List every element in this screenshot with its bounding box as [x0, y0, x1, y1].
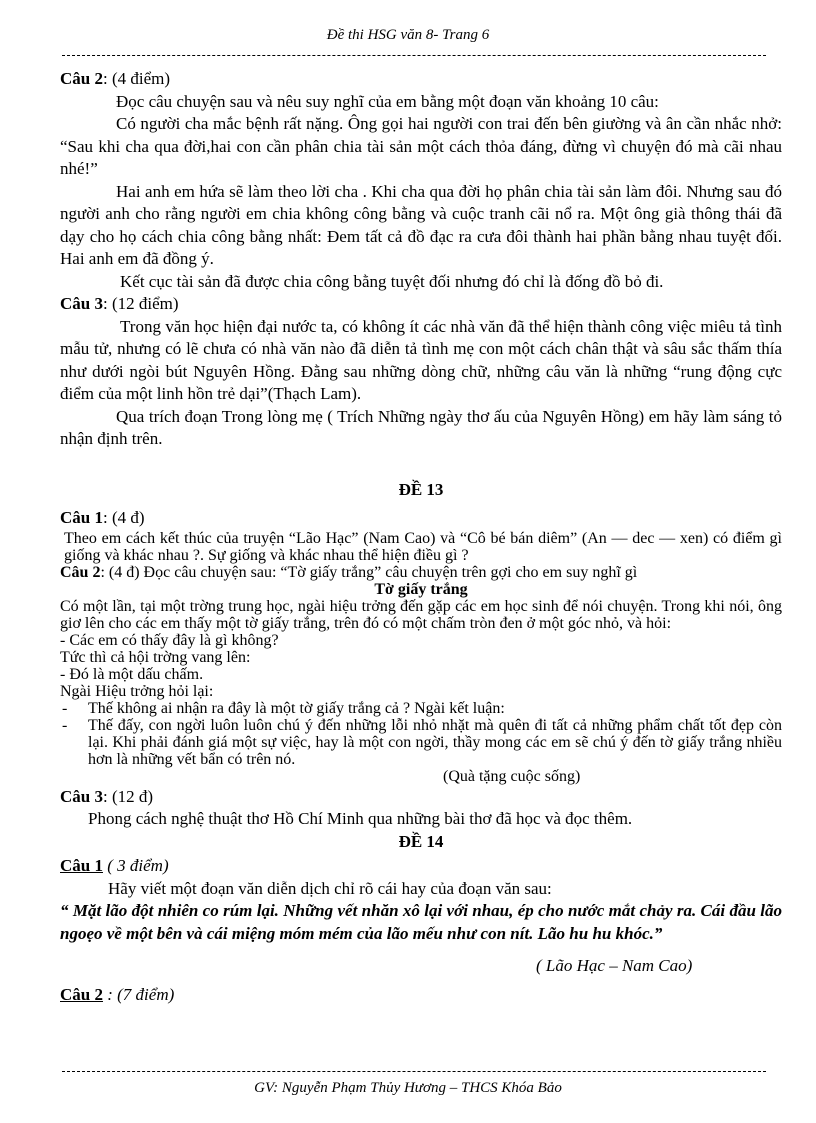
dash-marker: - — [62, 699, 68, 717]
dash-item-text: Thế đấy, con ngời luôn luôn chú ý đến những lỗi nhỏ nhặt mà quên đi tất cả những phẩm chất tốt đẹp còn lại. Khi phải đánh giá một sự việc, hay là một con ngời, thầy mong các em sẽ chú ý đến tờ giấy trắng nhiều hơn là những vết bẩn có trên nó. — [88, 716, 782, 768]
de13-cau2-label: Câu 2 — [60, 563, 101, 581]
de13-cau2-heading — [60, 564, 782, 581]
de14-title: ĐỀ 14 — [398, 831, 444, 851]
de12-cau3-paragraph: Trong văn học hiện đại nước ta, có không ít các nhà văn đã thể hiện thành công việc miêu tả tình mẫu tử, nhưng có lẽ chưa có nhà văn nào đã diễn tả tình mẹ con một cách chân thật và sâu sắc thấm thía như dưới ngòi bút Nguyên Hồng. Đằng sau những dòng chữ, những câu văn là những “rung động cực điểm của một linh hồn trẻ dại”(Thạch Lam). — [60, 316, 782, 403]
dash-marker: - — [62, 716, 68, 734]
de12-cau2 — [60, 68, 782, 293]
story-dash-item — [60, 700, 782, 717]
de13-cau3-heading — [60, 786, 782, 809]
de12-cau2-paragraph: Hai anh em hứa sẽ làm theo lời cha . Khi cha qua đời họ phân chia tài sản làm đôi. Nhưng sau đó người anh cho rằng người em chia không công bằng và cuộc tranh cãi nổ ra. Một ông già thông thái đã dạy cho họ cách chia công bằng nhất: Đem tất cả đồ đạc ra cưa đôi thành hai phần bằng nhau tuyệt đối. Hai anh em đã đồng ý. — [60, 181, 782, 268]
de14-cau1-points: ( 3 điểm) — [102, 856, 169, 875]
story-title: Tờ giấy trắng — [374, 580, 468, 598]
de13-title: ĐỀ 13 — [398, 479, 444, 499]
de12-cau2-label: Câu 2 — [60, 69, 103, 88]
de14-cau1-label: Câu 1 — [60, 856, 103, 875]
de12-cau2-paragraph: Đọc câu chuyện sau và nêu suy nghĩ của em bằng một đoạn văn khoảng 10 câu: — [116, 91, 659, 111]
de12-cau3 — [60, 293, 782, 451]
de12-cau3-paragraph: Qua trích đoạn Trong lòng mẹ ( Trích Những ngày thơ ấu của Nguyên Hồng) em hãy làm sáng tỏ nhận định trên. — [60, 406, 782, 448]
de14-cau2-heading — [60, 984, 782, 1007]
story-line: Tức thì cả hội trờng vang lên: — [60, 648, 251, 666]
story-line: - Đó là một dấu chấm. — [60, 665, 204, 683]
de13-cau3-label: Câu 3 — [60, 786, 103, 806]
de13-cau3-points: : (12 đ) — [102, 786, 154, 806]
de12-cau3-points: : (12 điểm) — [102, 294, 179, 313]
dash-item-text: Thế không ai nhận ra đây là một tờ giấy trắng cả ? Ngài kết luận: — [88, 699, 505, 717]
de12-cau3-label: Câu 3 — [60, 294, 103, 313]
story-paragraph: Có một lần, tại một trờng trung học, ngài hiệu trởng đến gặp các em học sinh để nói chuyện. Trong khi nói, ông giơ lên cho các em thấy một tờ giấy trắng, trên đó có một chấm tròn đen ở một góc nhỏ, và hỏi: — [60, 597, 782, 632]
page-content — [60, 68, 782, 1006]
de14-cau1-intro: Hãy viết một đoạn văn diễn dịch chỉ rõ cái hay của đoạn văn sau: — [108, 878, 552, 898]
de13-cau1-points: : (4 đ) — [102, 508, 145, 527]
de14-cau2-points: : (7 điểm) — [102, 984, 175, 1004]
de12-cau2-paragraph: Kết cục tài sản đã được chia công bằng tuyệt đối nhưng đó chỉ là đống đồ bỏ đi. — [120, 271, 664, 291]
story-source: (Quà tặng cuộc sống) — [443, 767, 581, 785]
page-footer: GV: Nguyễn Phạm Thủy Hương – THCS Khóa Bảo — [254, 1080, 562, 1096]
story-dash-item — [60, 717, 782, 768]
story-line: - Các em có thấy đây là gì không? — [60, 631, 279, 649]
story-line: Ngài Hiệu trởng hỏi lại: — [60, 682, 214, 700]
de14-cau1-quote: “ Mặt lão đột nhiên co rúm lại. Những vết nhăn xô lại với nhau, ép cho nước mắt chảy ra. Cái đầu lão ngoẹo về một bên và cái miệng móm mém của lão mếu như con nít. Lão hu hu khóc.” — [60, 901, 782, 943]
de13-cau1-heading — [60, 507, 782, 530]
page-header: Đề thi HSG văn 8- Trang 6 — [326, 27, 490, 43]
footer-divider — [62, 1071, 766, 1072]
de12-cau2-paragraph: Có người cha mắc bệnh rất nặng. Ông gọi hai người con trai đến bên giường và ân cần nhắc nhở: “Sau khi cha qua đời,hai con cần phân chia tài sản một cách thỏa đáng, đừng vì chuyện đó mà cãi nhau nhé!” — [60, 114, 782, 178]
de13-cau3-text: Phong cách nghệ thuật thơ Hồ Chí Minh qua những bài thơ đã học và đọc thêm. — [88, 809, 633, 828]
de14-cau1-source: ( Lão Hạc – Nam Cao) — [536, 956, 693, 975]
header-divider — [62, 55, 766, 56]
de12-cau2-points: : (4 điểm) — [102, 69, 171, 88]
de13-cau2-text: : (4 đ) Đọc câu chuyện sau: “Tờ giấy trắng” câu chuyện trên gợi cho em suy nghĩ gì — [100, 563, 638, 581]
de14-cau1-heading — [60, 855, 782, 878]
de13-cau1-label: Câu 1 — [60, 508, 103, 527]
de14-cau2-label: Câu 2 — [60, 984, 103, 1004]
de13-cau1-text: Theo em cách kết thúc của truyện “Lão Hạc” (Nam Cao) và “Cô bé bán diêm” (An — dec — xen) có điểm gì giống và khác nhau ?. Sự giống và khác nhau thể hiện điều gì ? — [64, 529, 782, 564]
